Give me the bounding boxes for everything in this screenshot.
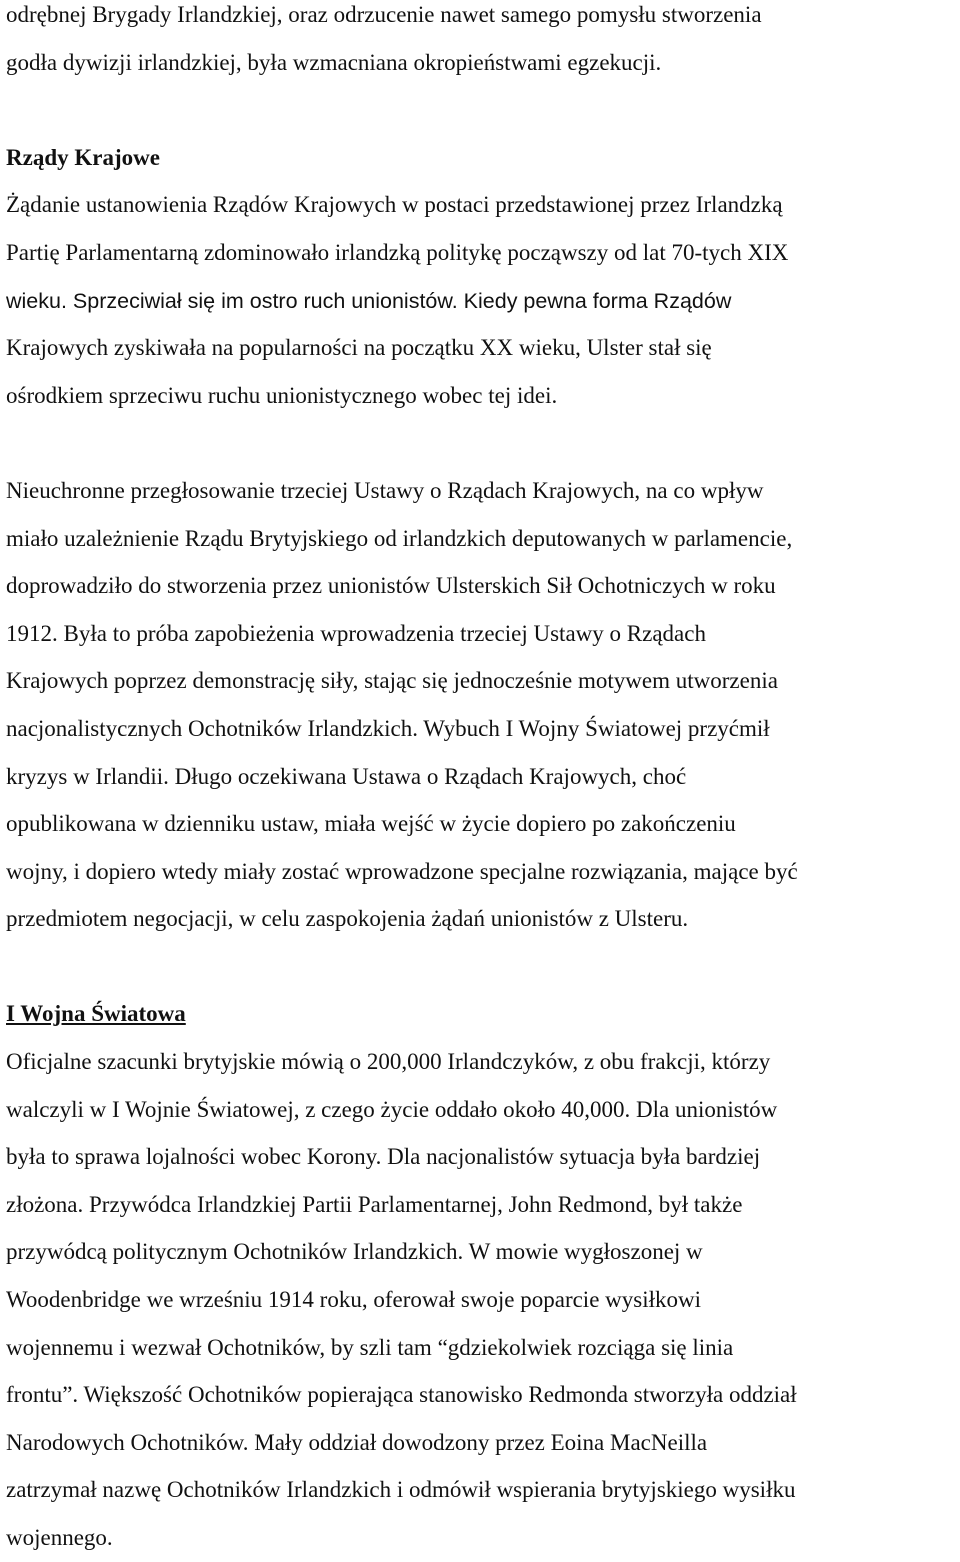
text-line: miało uzależnienie Rządu Brytyjskiego od irlandzkich deputowanych w parlamencie, [6, 525, 793, 551]
text-line: Krajowych zyskiwała na popularności na początku XX wieku, Ulster stał się [6, 335, 712, 361]
text-line: przywódcą politycznym Ochotników Irlandzkich. W mowie wygłoszonej w [6, 1239, 703, 1265]
text-run: Sprzeciwiał się im ostro ruch unionistów. [72, 288, 458, 313]
text-line: Krajowych poprzez demonstrację siły, stając się jednocześnie motywem utworzenia [6, 668, 778, 694]
text-line: ośrodkiem sprzeciwu ruchu unionistycznego wobec tej idei. [6, 382, 558, 408]
text-line: zatrzymał nazwę Ochotników Irlandzkich i odmówił wspierania brytyjskiego wysiłku [6, 1477, 796, 1503]
text-run: Kiedy pewna forma Rządów [457, 288, 732, 313]
text-line: opublikowana w dzienniku ustaw, miała wejść w życie dopiero po zakończeniu [6, 811, 736, 837]
text-line: Żądanie ustanowienia Rządów Krajowych w postaci przedstawionej przez Irlandzką [6, 192, 783, 218]
text-line: złożona. Przywódca Irlandzkiej Partii Parlamentarnej, John Redmond, był także [6, 1191, 743, 1217]
ww1-paragraph [6, 1038, 956, 1562]
section-home-rule [6, 134, 956, 943]
document-page [6, 0, 956, 1562]
text-line: wojennego. [6, 1525, 113, 1550]
text-run: wieku. [6, 288, 73, 313]
text-line: godła dywizji irlandzkiej, była wzmacniana okropieństwami egzekucji. [6, 49, 662, 75]
text-line: nacjonalistycznych Ochotników Irlandzkich. Wybuch I Wojny Światowej przyćmił [6, 715, 770, 741]
paragraph-gap [6, 86, 956, 134]
text-line: walczyli w I Wojnie Światowej, z czego życie oddało około 40,000. Dla unionistów [6, 1096, 778, 1122]
text-line: kryzys w Irlandii. Długo oczekiwana Ustawa o Rządach Krajowych, choć [6, 763, 687, 789]
section-heading: I Wojna Światowa [6, 1001, 186, 1027]
text-line: Woodenbridge we wrześniu 1914 roku, oferował swoje poparcie wysiłkowi [6, 1287, 701, 1313]
text-line: 1912. Była to próba zapobieżenia wprowadzenia trzeciej Ustawy o Rządach [6, 620, 706, 646]
text-line: przedmiotem negocjacji, w celu zaspokojenia żądań unionistów z Ulsteru. [6, 906, 689, 932]
text-line: odrębnej Brygady Irlandzkiej, oraz odrzucenie nawet samego pomysłu stworzenia [6, 2, 762, 27]
text-line: Partię Parlamentarną zdominowało irlandzką politykę począwszy od lat 70-tych XIX [6, 239, 789, 265]
paragraph-gap [6, 943, 956, 991]
text-line: Narodowych Ochotników. Mały oddział dowodzony przez Eoina MacNeilla [6, 1429, 708, 1455]
text-line [6, 277, 956, 325]
section-heading: Rządy Krajowe [6, 144, 160, 170]
text-line: doprowadziło do stworzenia przez unionistów Ulsterskich Sił Ochotniczych w roku [6, 573, 776, 599]
section-ww1 [6, 990, 956, 1561]
home-rule-paragraph-1 [6, 181, 956, 419]
text-line: była to sprawa lojalności wobec Korony. Dla nacjonalistów sytuacja była bardziej [6, 1144, 761, 1170]
text-line: wojny, i dopiero wtedy miały zostać wprowadzone specjalne rozwiązania, mające być [6, 858, 798, 884]
text-line: wojennemu i wezwał Ochotników, by szli tam “gdziekolwiek rozciąga się linia [6, 1334, 734, 1360]
text-line: frontu”. Większość Ochotników popierająca stanowisko Redmonda stworzyła oddział [6, 1382, 797, 1408]
intro-paragraph [6, 0, 956, 86]
text-line: Nieuchronne przegłosowanie trzeciej Ustawy o Rządach Krajowych, na co wpływ [6, 477, 764, 503]
paragraph-gap [6, 419, 956, 467]
text-line: Oficjalne szacunki brytyjskie mówią o 200,000 Irlandczyków, z obu frakcji, którzy [6, 1049, 771, 1075]
home-rule-paragraph-2 [6, 467, 956, 943]
